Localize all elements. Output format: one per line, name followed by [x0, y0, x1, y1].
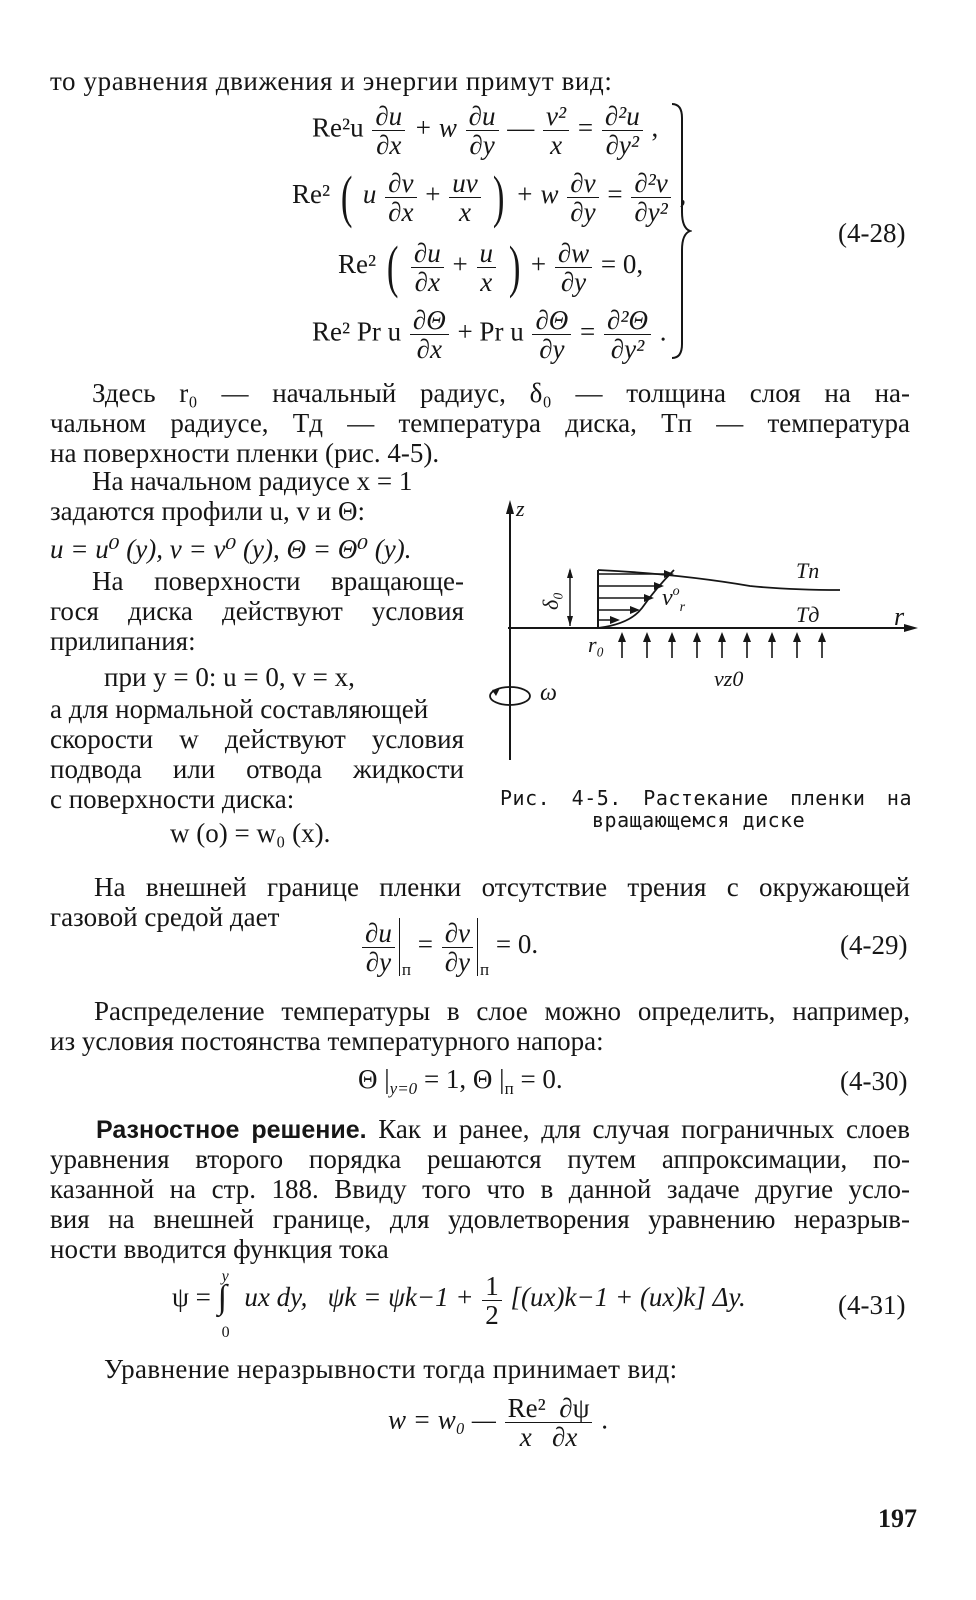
film-spreading-diagram [470, 490, 930, 790]
fraction: $\frac{1}{2}$ [482, 1272, 502, 1329]
fraction: $\frac{\text{∂²v}}{\text{∂y²}}$ [631, 169, 670, 226]
eq-term: = 0. [495, 929, 539, 960]
integral: y ∫ 0 [217, 1268, 230, 1341]
eq-term: Re² Pr u [312, 316, 402, 347]
equation-continuity [388, 1394, 608, 1451]
eval-bar [477, 918, 478, 976]
text-line: вия на внешней границе, для удовлетворения уравнению неразрыв- [50, 1204, 910, 1234]
fraction: $\frac{\partial\Theta}{\partial y}$ [532, 306, 571, 363]
label-z: z [516, 496, 525, 521]
eq-term: ψk = ψk−1 + [327, 1282, 474, 1313]
text-line: Здесь r₀ — начальный радиус, δ₀ — толщина слоя на на- [92, 378, 910, 408]
figure-caption-line1: Рис. 4-5. Растекание пленки на [500, 786, 912, 810]
page-number: 197 [878, 1504, 917, 1533]
eq-term: + w [515, 179, 559, 210]
text-line: с поверхности диска: [50, 784, 295, 814]
text-line [96, 1114, 910, 1145]
figure-caption-line2: вращающемся диске [592, 808, 806, 832]
fraction: $\frac{\partial u}{\partial y}$ [466, 102, 499, 159]
fraction: $\frac{\partial v}{\partial y}$ [442, 919, 473, 976]
eq-term: п [480, 960, 490, 980]
eq-term: , [651, 112, 659, 143]
eq-term: п [401, 960, 411, 980]
text-line: гося диска действуют условия [50, 596, 464, 626]
eq-paren: ( [340, 164, 353, 229]
fraction: $\frac{\text{v²}}{x}$ [543, 102, 569, 159]
eq-term: . [601, 1404, 608, 1435]
eq-term: ψ = [172, 1282, 211, 1313]
eq-term: ux dy, [244, 1282, 308, 1313]
label-vz0: vz0 [714, 666, 744, 691]
eq-term: = 0, [600, 249, 644, 280]
eq-paren: ) [493, 164, 505, 229]
intro-line: то уравнения движения и энергии примут вид: [50, 66, 613, 96]
fraction: $\frac{u}{x}$ [477, 239, 497, 296]
eq-term: [(ux)k−1 + (ux)k] Δy. [510, 1282, 746, 1313]
eq-4-28-line1 [312, 102, 658, 159]
equation-number: (4-29) [840, 930, 908, 960]
right-brace-icon [668, 100, 692, 362]
eq-term: + [425, 179, 441, 210]
eq-4-28-line3 [338, 234, 644, 299]
text-line: прилипания: [50, 626, 196, 656]
text-line: Уравнение неразрывности тогда принимает вид: [104, 1354, 678, 1384]
eval-bar [399, 918, 400, 976]
equation-4-30 [358, 1064, 563, 1104]
section-heading: Разностное решение. [96, 1116, 367, 1144]
text-line: из условия постоянства температурного напора: [50, 1026, 604, 1056]
eq-term: = [580, 316, 596, 347]
fraction: $\frac{uv}{x}$ [449, 169, 480, 226]
eq-term: + Pr u [457, 316, 524, 347]
eq-term: — [507, 112, 535, 143]
eq-paren: ( [386, 234, 399, 299]
eq-term: + [452, 249, 468, 280]
eq-term: . [659, 316, 667, 347]
fraction: $\frac{\partial u}{\partial x}$ [372, 102, 405, 159]
text-line: u = u⁰ (y), v = v⁰ (y), Θ = Θ⁰ (y). [50, 534, 412, 564]
fraction: $\frac{\partial\Theta}{\partial x}$ [410, 306, 449, 363]
fraction: $\frac{\text{∂²Θ}}{\text{∂y²}}$ [604, 306, 651, 363]
figure-4-5 [470, 490, 930, 790]
label-r0: r₀ [588, 632, 605, 657]
eq-term: u [362, 179, 377, 210]
text-line: ности вводится функция тока [50, 1234, 389, 1264]
text-line: w (o) = w₀ (x). [170, 818, 331, 848]
eq-term: = 0. [520, 1064, 563, 1094]
label-r: r [894, 602, 905, 631]
eq-term: п [504, 1079, 514, 1098]
text-line: задаются профили u, v и Θ: [50, 496, 365, 526]
eq-paren: ) [508, 234, 521, 299]
fraction: $\frac{\text{Re² ∂ψ}}{x \partial x}$ [505, 1394, 593, 1451]
equation-number: (4-28) [838, 218, 906, 248]
eq-term: Re² [292, 179, 331, 210]
eq-term: Θ | [358, 1064, 390, 1094]
text-line: газовой средой дает [50, 902, 280, 932]
eq-term: + [530, 249, 547, 280]
text-line: на поверхности пленки (рис. 4-5). [50, 438, 440, 468]
label-vr0: $v^o_r$ [662, 584, 686, 615]
fraction: $\frac{\partial u}{\partial x}$ [411, 239, 444, 296]
fraction: $\frac{\partial v}{\partial x}$ [385, 169, 416, 226]
label-delta0: δ₀ [537, 592, 563, 610]
eq-term: Re²u [312, 112, 364, 143]
eq-term: = 1, Θ | [423, 1064, 505, 1094]
text-line: чальном радиусе, Tд — температура диска, Tп — температура [50, 408, 910, 438]
eq-term: , [679, 179, 687, 210]
equation-number: (4-30) [840, 1066, 908, 1096]
text-line: а для нормальной составляющей [50, 694, 429, 724]
eq-term: Re² [338, 249, 377, 280]
text-line: На внешней границе пленки отсутствие трения с окружающей [94, 872, 910, 902]
eq-term: y=0 [389, 1079, 418, 1098]
text-line: Распределение температуры в слое можно определить, например, [94, 996, 910, 1026]
eq-term: w = w₀ — [388, 1404, 496, 1435]
fraction: $\frac{\text{∂²u}}{\text{∂y²}}$ [602, 102, 643, 159]
text-line: На начальном радиусе x = 1 [92, 466, 413, 496]
text-line: казанной на стр. 188. Ввиду того что в данной задаче другие усло- [50, 1174, 910, 1204]
text-line: На поверхности вращающе- [92, 566, 464, 596]
fraction: $\frac{\partial u}{\partial y}$ [362, 919, 395, 976]
eq-term: = [417, 929, 433, 960]
equation-number: (4-31) [838, 1290, 906, 1320]
equation-4-31 [172, 1268, 746, 1341]
fraction: $\frac{\partial w}{\partial y}$ [555, 239, 592, 296]
text-line: скорости w действуют условия [50, 724, 464, 754]
eq-term: = [607, 179, 623, 210]
eq-4-28-line2 [292, 164, 687, 229]
text-run: Как и ранее, для случая пограничных слоев [366, 1114, 910, 1144]
text-line: уравнения второго порядка решаются путем аппроксимации, по- [50, 1144, 910, 1174]
label-tp: Tп [796, 558, 820, 583]
label-omega: ω [540, 680, 557, 706]
eq-term: = [577, 112, 594, 143]
fraction: $\frac{\partial v}{\partial y}$ [567, 169, 598, 226]
equation-4-29 [360, 918, 538, 985]
text-line: подвода или отвода жидкости [50, 754, 464, 784]
label-td: Tд [796, 602, 820, 627]
text-line: при y = 0: u = 0, v = x, [104, 662, 355, 692]
eq-4-28-line4 [312, 306, 666, 363]
eq-term: + w [413, 112, 457, 143]
